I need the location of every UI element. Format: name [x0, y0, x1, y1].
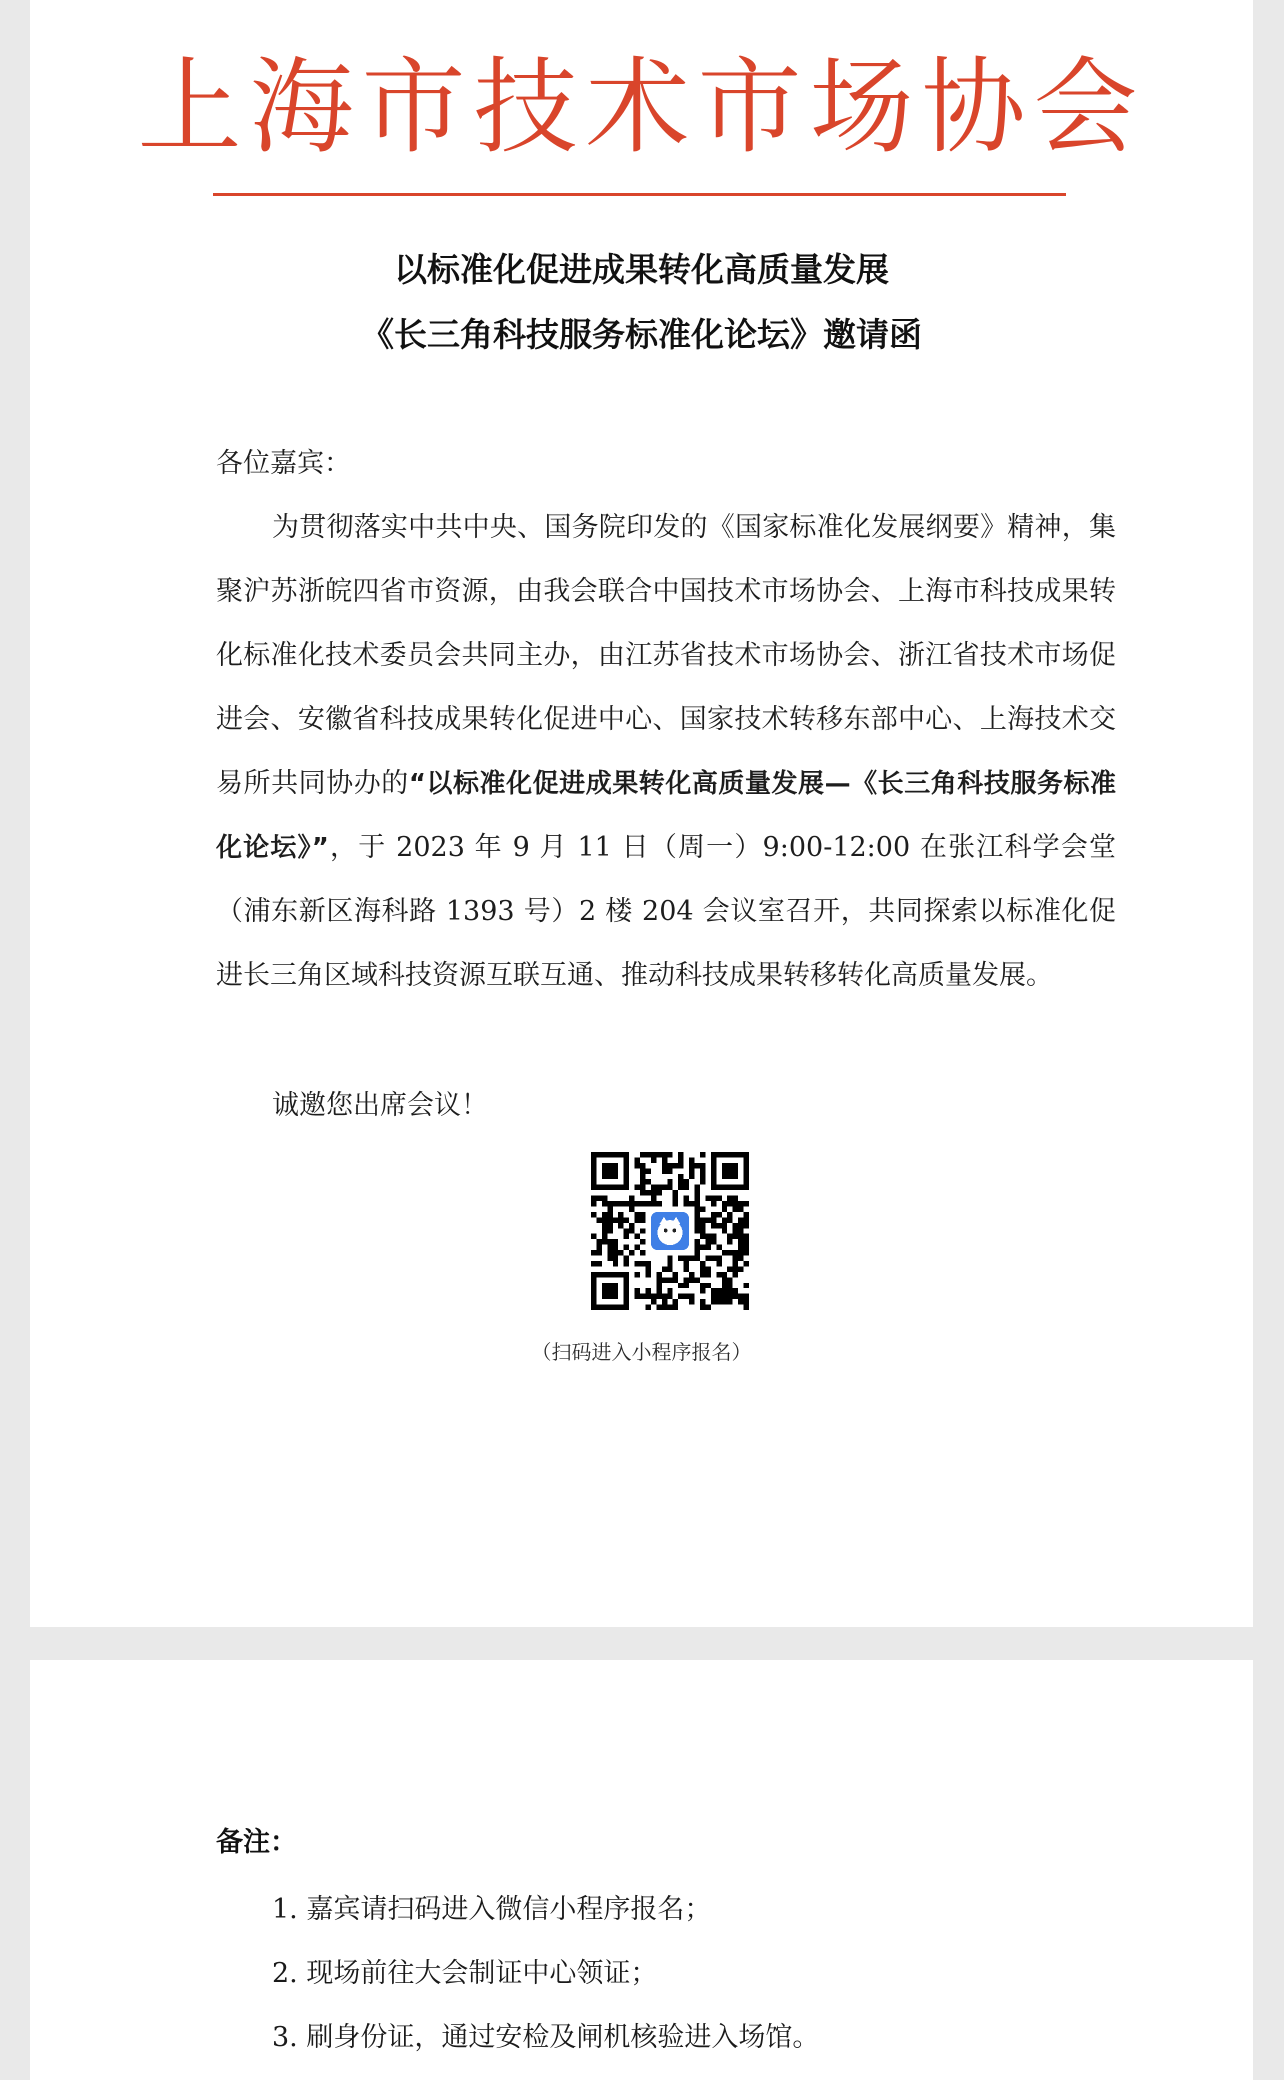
org-header-title: 上海市技术市场协会 [137, 46, 1146, 168]
header-divider [213, 193, 1066, 196]
notes-page [30, 1660, 1253, 2080]
invitation-title-line1: 以标准化促进成果转化高质量发展 [394, 250, 889, 289]
notes-title: 备注： [216, 1827, 297, 1858]
salutation: 各位嘉宾： [216, 448, 351, 479]
closing-line: 诚邀您出席会议！ [272, 1090, 488, 1121]
note-item: 2. 现场前往大会制证中心领证； [272, 1958, 658, 1989]
notes-list [272, 1878, 819, 2070]
paragraph-part1: 为贯彻落实中共中央、国务院印发的《国家标准化发展纲要》精神，集聚沪苏浙皖四省市资源，由我会联合中国技术市场协会、上海市科技成果转化标准化技术委员会共同主办，由江苏省技术市场协会、浙江省技术市场促进会、安徽省科技成果转化促进中心、国家技术转移东部中心、上海技术交易所共同协办的 [216, 512, 1116, 799]
invitation-paragraph [216, 496, 1116, 1008]
qr-code-icon[interactable] [591, 1152, 749, 1310]
note-item: 1. 嘉宾请扫码进入微信小程序报名； [272, 1894, 712, 1925]
forum-name-emphasis: “以标准化促进成果转化高质量发展—《长三角科技服务标准化论坛》” [216, 769, 1117, 863]
note-item: 3. 刷身份证，通过安检及闸机核验进入场馆。 [272, 2022, 820, 2053]
paragraph-part2: ，于 2023 年 9 月 11 日（周一）9:00-12:00 在张江科学会堂（浦东新区海科路 1393 号）2 楼 204 会议室召开，共同探索以标准化促进长三角区域科技资源互联互通、推动科技成果转移转化高质量发展。 [216, 832, 1117, 991]
mascot-badge-icon [651, 1212, 689, 1250]
invitation-page [30, 0, 1253, 1627]
invitation-title-line2: 《长三角科技服务标准化论坛》邀请函 [361, 315, 922, 354]
qr-caption: （扫码进入小程序报名） [531, 1340, 752, 1364]
